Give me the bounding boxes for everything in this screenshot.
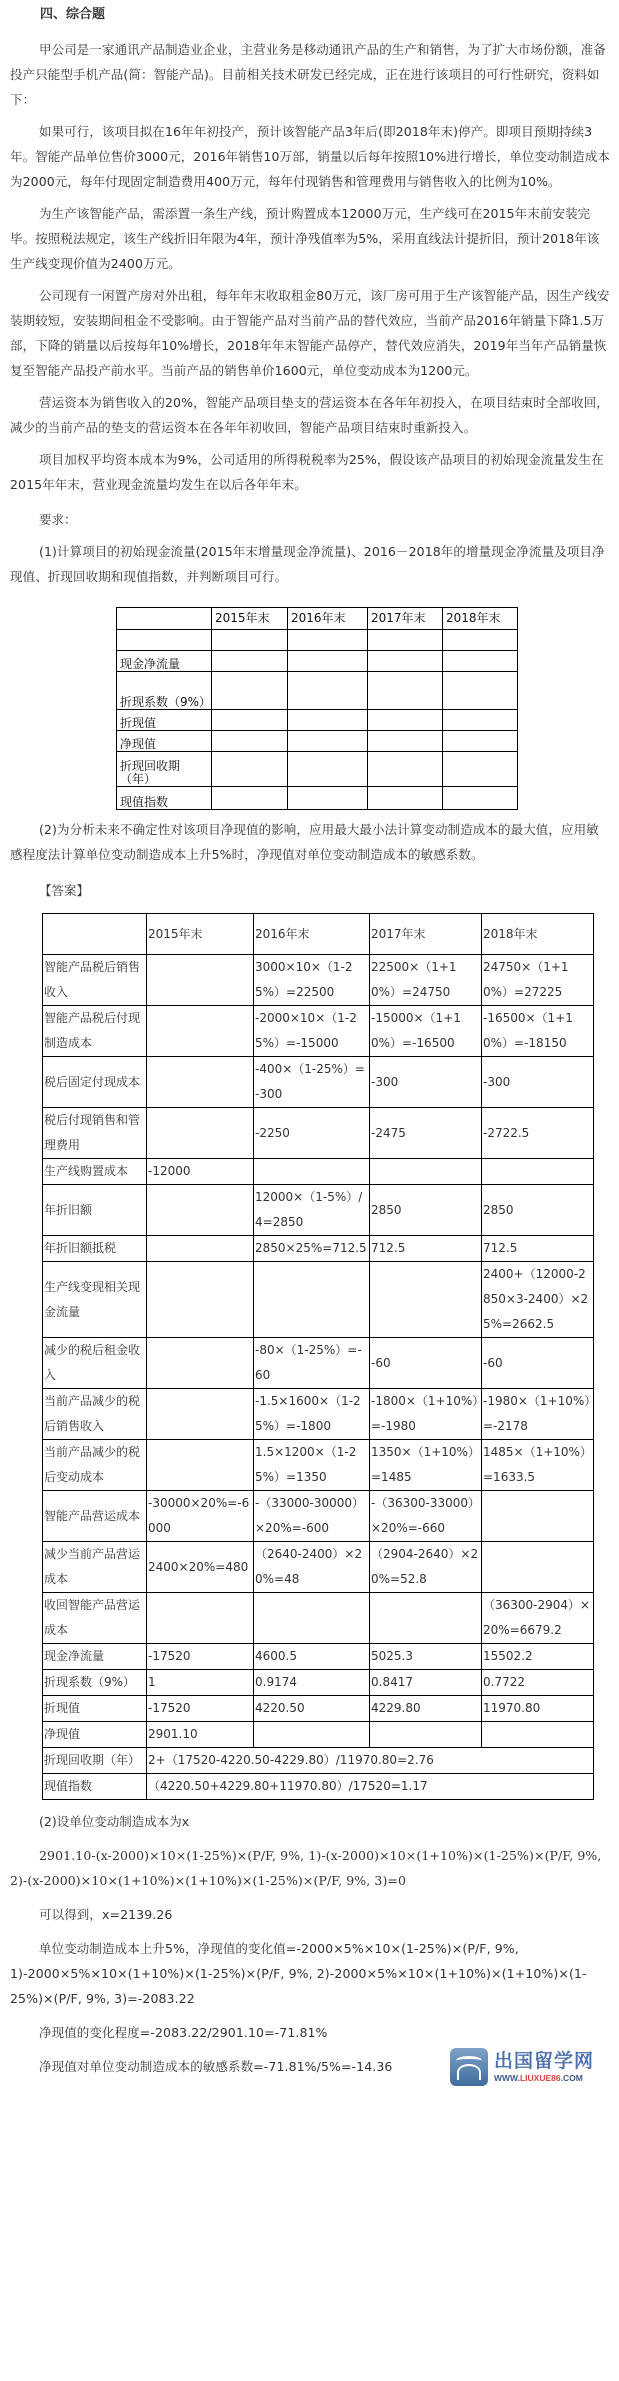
table-row [43,1057,594,1108]
table-cell: -1980×（1+10%）=-2178 [482,1389,594,1440]
row-label: 年折旧额抵税 [43,1236,147,1262]
answer-label: 【答案】 [39,883,90,898]
row-label: 折现回收期（年） [117,752,212,787]
table-cell [147,1338,254,1389]
table-row [43,1006,594,1057]
table-cell: （2640-2400）×20%=48 [254,1542,370,1593]
table-cell: -17520 [147,1644,254,1670]
answer-2-intro: (2)设单位变动制造成本为x [39,1814,190,1829]
question-2: (2)为分析未来不确定性对该项目净现值的影响，应用最大最小法计算变动制造成本的最大值，应用敏感程度法计算单位变动制造成本上升5%时，净现值对单位变动制造成本的敏感系数。 [10,822,599,862]
table-row [43,1236,594,1262]
row-label: 现值指数 [43,1774,147,1800]
row-label: 税后付现销售和管理费用 [43,1108,147,1159]
row-label: 年折旧额 [43,1185,147,1236]
requirements-label: 要求： [39,512,77,527]
header-cell: 2018年末 [443,608,518,630]
table-row [117,710,518,731]
row-label: 折现值 [117,710,212,731]
table-cell: 1485×（1+10%）=1633.5 [482,1440,594,1491]
table-row [43,1722,594,1748]
table-row-merged [43,1748,594,1774]
header-cell: 2015年末 [147,914,254,955]
table-cell: -（33000-30000）×20%=-600 [254,1491,370,1542]
table-cell: -80×（1-25%）=-60 [254,1338,370,1389]
breakeven-equation: 2901.10-(x-2000)×10×(1-25%)×(P/F, 9%, 1)-(x-2000)×10×(1+10%)×(1-25%)×(P/F, 9%, 2)-(x-2000)×10×(1+10%)×(1+10%)×(1-25%)×(P/F, 9%, 3)=0 [10,1848,602,1888]
table-cell: 0.9174 [254,1670,370,1696]
logo-url: WWW.LIUXUE86.COM [494,2072,583,2083]
table-cell: -1800×（1+10%）=-1980 [370,1389,482,1440]
row-label: 净现值 [43,1722,147,1748]
header-cell [117,608,212,630]
table-row [43,1185,594,1236]
row-label: 税后固定付现成本 [43,1057,147,1108]
product-paragraph: 如果可行，该项目拟在16年年初投产，预计该智能产品3年后(即2018年末)停产。即项目预期持续3年。智能产品单位售价3000元，2016年销售10万部，销量以后每年按照10%进行增长，单位变动制造成本为2000元，每年付现固定制造费用400万元，每年付现销售和管理费用与销售收入的比例为10%。 [10,124,611,189]
table-cell: 2400×20%=480 [147,1542,254,1593]
table-cell: 0.7722 [482,1670,594,1696]
table-cell [370,1262,482,1338]
row-label: 当前产品减少的税后变动成本 [43,1440,147,1491]
row-label: 折现系数（9%） [117,672,212,710]
row-label: 现金净流量 [117,651,212,672]
table-cell: 2850×25%=712.5 [254,1236,370,1262]
table-row [43,1696,594,1722]
table-cell: -16500×（1+10%）=-18150 [482,1006,594,1057]
table-cell [254,1159,370,1185]
site-watermark-logo [450,2045,615,2089]
table-row [43,955,594,1006]
breakeven-result: 可以得到，x=2139.26 [39,1907,173,1922]
table-cell: （2904-2640）×20%=52.8 [370,1542,482,1593]
table-cell [482,1159,594,1185]
table-cell: 12000×（1-5%）/4=2850 [254,1185,370,1236]
table-row [43,1159,594,1185]
table-row [43,1262,594,1338]
table-cell [482,1491,594,1542]
table-cell [482,1722,594,1748]
header-cell [43,914,147,955]
table-cell: 15502.2 [482,1644,594,1670]
row-label: 收回智能产品营运成本 [43,1593,147,1644]
table-cell: 2850 [370,1185,482,1236]
table-cell: -2722.5 [482,1108,594,1159]
table-cell: 2400+（12000-2850×3-2400）×25%=2662.5 [482,1262,594,1338]
table-cell: （36300-2904）×20%=6679.2 [482,1593,594,1644]
table-cell: 4600.5 [254,1644,370,1670]
row-label: 智能产品税后付现制造成本 [43,1006,147,1057]
table-cell: 712.5 [482,1236,594,1262]
header-cell: 2015年末 [212,608,288,630]
row-label: 智能产品营运成本 [43,1491,147,1542]
table-cell: -2475 [370,1108,482,1159]
blank-table-header [117,608,518,630]
table-cell: 3000×10×（1-25%）=22500 [254,955,370,1006]
table-cell: -60 [482,1338,594,1389]
blank-answer-table [116,607,518,810]
intro-paragraph: 甲公司是一家通讯产品制造业企业，主营业务是移动通讯产品的生产和销售，为了扩大市场份额，准备投产只能型手机产品(简：智能产品)。目前相关技术研发已经完成，正在进行该项目的可行性研究，资料如下： [10,42,607,107]
table-cell: 2850 [482,1185,594,1236]
header-cell: 2016年末 [254,914,370,955]
header-cell: 2016年末 [288,608,368,630]
table-cell: 1 [147,1670,254,1696]
row-label: 减少当前产品营运成本 [43,1542,147,1593]
table-cell [147,1389,254,1440]
row-label: 生产线购置成本 [43,1159,147,1185]
table-cell: -15000×（1+10%）=-16500 [370,1006,482,1057]
header-cell: 2017年末 [370,914,482,955]
table-cell: 1350×（1+10%）=1485 [370,1440,482,1491]
row-label: 当前产品减少的税后销售收入 [43,1389,147,1440]
row-label: 现值指数 [117,787,212,810]
table-cell [482,1542,594,1593]
table-row [117,787,518,810]
production-line-paragraph: 为生产该智能产品，需添置一条生产线，预计购置成本12000万元，生产线可在2015年末前安装完毕。按照税法规定，该生产线折旧年限为4年，预计净残值率为5%，采用直线法计提折旧，预计2018年该生产线变现价值为2400万元。 [10,206,600,271]
table-row [43,1108,594,1159]
table-cell [147,1108,254,1159]
rental-paragraph: 公司现有一闲置产房对外出租，每年年末收取租金80万元，该厂房可用于生产该智能产品，因生产线安装期较短，安装期间租金不受影响。由于智能产品对当前产品的替代效应，当前产品2016年销量下降1.5万部，下降的销量以后按每年10%增长，2018年年末智能产品停产，替代效应消失，2019年当年产品销量恢复至智能产品投产前水平。当前产品的销售单价1600元，单位变动成本为1200元。 [10,288,610,378]
table-cell [370,1159,482,1185]
table-cell: -400×（1-25%）=-300 [254,1057,370,1108]
table-row [43,1338,594,1389]
row-label [117,630,212,651]
table-cell: -1.5×1600×（1-25%）=-1800 [254,1389,370,1440]
table-cell: 24750×（1+10%）=27225 [482,955,594,1006]
merged-cell: 2+（17520-4220.50-4229.80）/11970.80=2.76 [147,1748,594,1774]
table-row [117,731,518,752]
row-label: 减少的税后租金收入 [43,1338,147,1389]
table-cell [147,955,254,1006]
cost-of-capital-paragraph: 项目加权平均资本成本为9%，公司适用的所得税税率为25%，假设该产品项目的初始现金流量发生在2015年年末，营业现金流量均发生在以后各年年末。 [10,452,604,492]
header-cell: 2018年末 [482,914,594,955]
table-cell [147,1057,254,1108]
merged-cell: （4220.50+4229.80+11970.80）/17520=1.17 [147,1774,594,1800]
section-title: 四、综合题 [40,7,106,22]
table-cell: 22500×（1+10%）=24750 [370,955,482,1006]
row-label: 生产线变现相关现金流量 [43,1262,147,1338]
answer-table-header [43,914,594,955]
answer-table-container [10,913,611,1800]
row-label: 智能产品税后销售收入 [43,955,147,1006]
row-label: 净现值 [117,731,212,752]
table-cell: 1.5×1200×（1-25%）=1350 [254,1440,370,1491]
table-row [43,1491,594,1542]
table-row [117,672,518,710]
table-cell: -300 [482,1057,594,1108]
table-cell: -2000×10×（1-25%）=-15000 [254,1006,370,1057]
table-row [117,630,518,651]
table-cell [147,1236,254,1262]
blank-table-container [10,607,611,810]
answer-2-section [10,1809,611,2079]
table-cell: -60 [370,1338,482,1389]
table-row [43,1542,594,1593]
table-cell [370,1722,482,1748]
table-cell [147,1006,254,1057]
table-cell [370,1593,482,1644]
table-cell [254,1593,370,1644]
table-cell: -2250 [254,1108,370,1159]
table-row [43,1389,594,1440]
globe-logo-icon [450,2048,488,2086]
table-cell: 0.8417 [370,1670,482,1696]
row-label: 现金净流量 [43,1644,147,1670]
logo-name: 出国留学网 [494,2049,595,2072]
table-cell [147,1262,254,1338]
table-cell [254,1722,370,1748]
table-cell: -（36300-33000）×20%=-660 [370,1491,482,1542]
table-cell [254,1262,370,1338]
row-label: 折现值 [43,1696,147,1722]
question-1: (1)计算项目的初始现金流量(2015年末增量现金净流量)、2016－2018年的增量现金净流量及项目净现值、折现回收期和现值指数，并判断项目可行。 [10,544,605,584]
table-cell: -30000×20%=-6000 [147,1491,254,1542]
table-cell: -12000 [147,1159,254,1185]
table-cell: 11970.80 [482,1696,594,1722]
table-row [43,1644,594,1670]
working-capital-paragraph: 营运资本为销售收入的20%，智能产品项目垫支的营运资本在各年年初投入，在项目结束时全部收回，减少的当前产品的垫支的营运资本在各年年初收回，智能产品项目结束时重新投入。 [10,395,609,435]
row-label: 折现回收期（年） [43,1748,147,1774]
sensitivity-coefficient: 净现值对单位变动制造成本的敏感系数=-71.81%/5%=-14.36 [39,2059,393,2074]
table-cell: -300 [370,1057,482,1108]
table-row [117,752,518,787]
table-cell: 5025.3 [370,1644,482,1670]
table-cell [147,1185,254,1236]
table-cell [147,1593,254,1644]
header-cell: 2017年末 [368,608,443,630]
table-row [117,651,518,672]
table-cell: 712.5 [370,1236,482,1262]
table-row [43,1670,594,1696]
table-row [43,1440,594,1491]
answer-table [42,913,594,1800]
table-cell: -17520 [147,1696,254,1722]
table-row [43,1593,594,1644]
table-cell [147,1440,254,1491]
npv-change-degree: 净现值的变化程度=-2083.22/2901.10=-71.81% [39,2025,328,2040]
table-row-merged [43,1774,594,1800]
table-cell: 4229.80 [370,1696,482,1722]
table-cell: 4220.50 [254,1696,370,1722]
npv-change-value: 单位变动制造成本上升5%，净现值的变化值=-2000×5%×10×(1-25%)×(P/F, 9%, 1)-2000×5%×10×(1+10%)×(1-25%)×(P/F, 9%, 2)-2000×5%×10×(1+10%)×(1+10%)×(1-25%)×(P/F, 9%, 3)=-2083.22 [10,1941,587,2006]
row-label: 折现系数（9%） [43,1670,147,1696]
table-cell: 2901.10 [147,1722,254,1748]
